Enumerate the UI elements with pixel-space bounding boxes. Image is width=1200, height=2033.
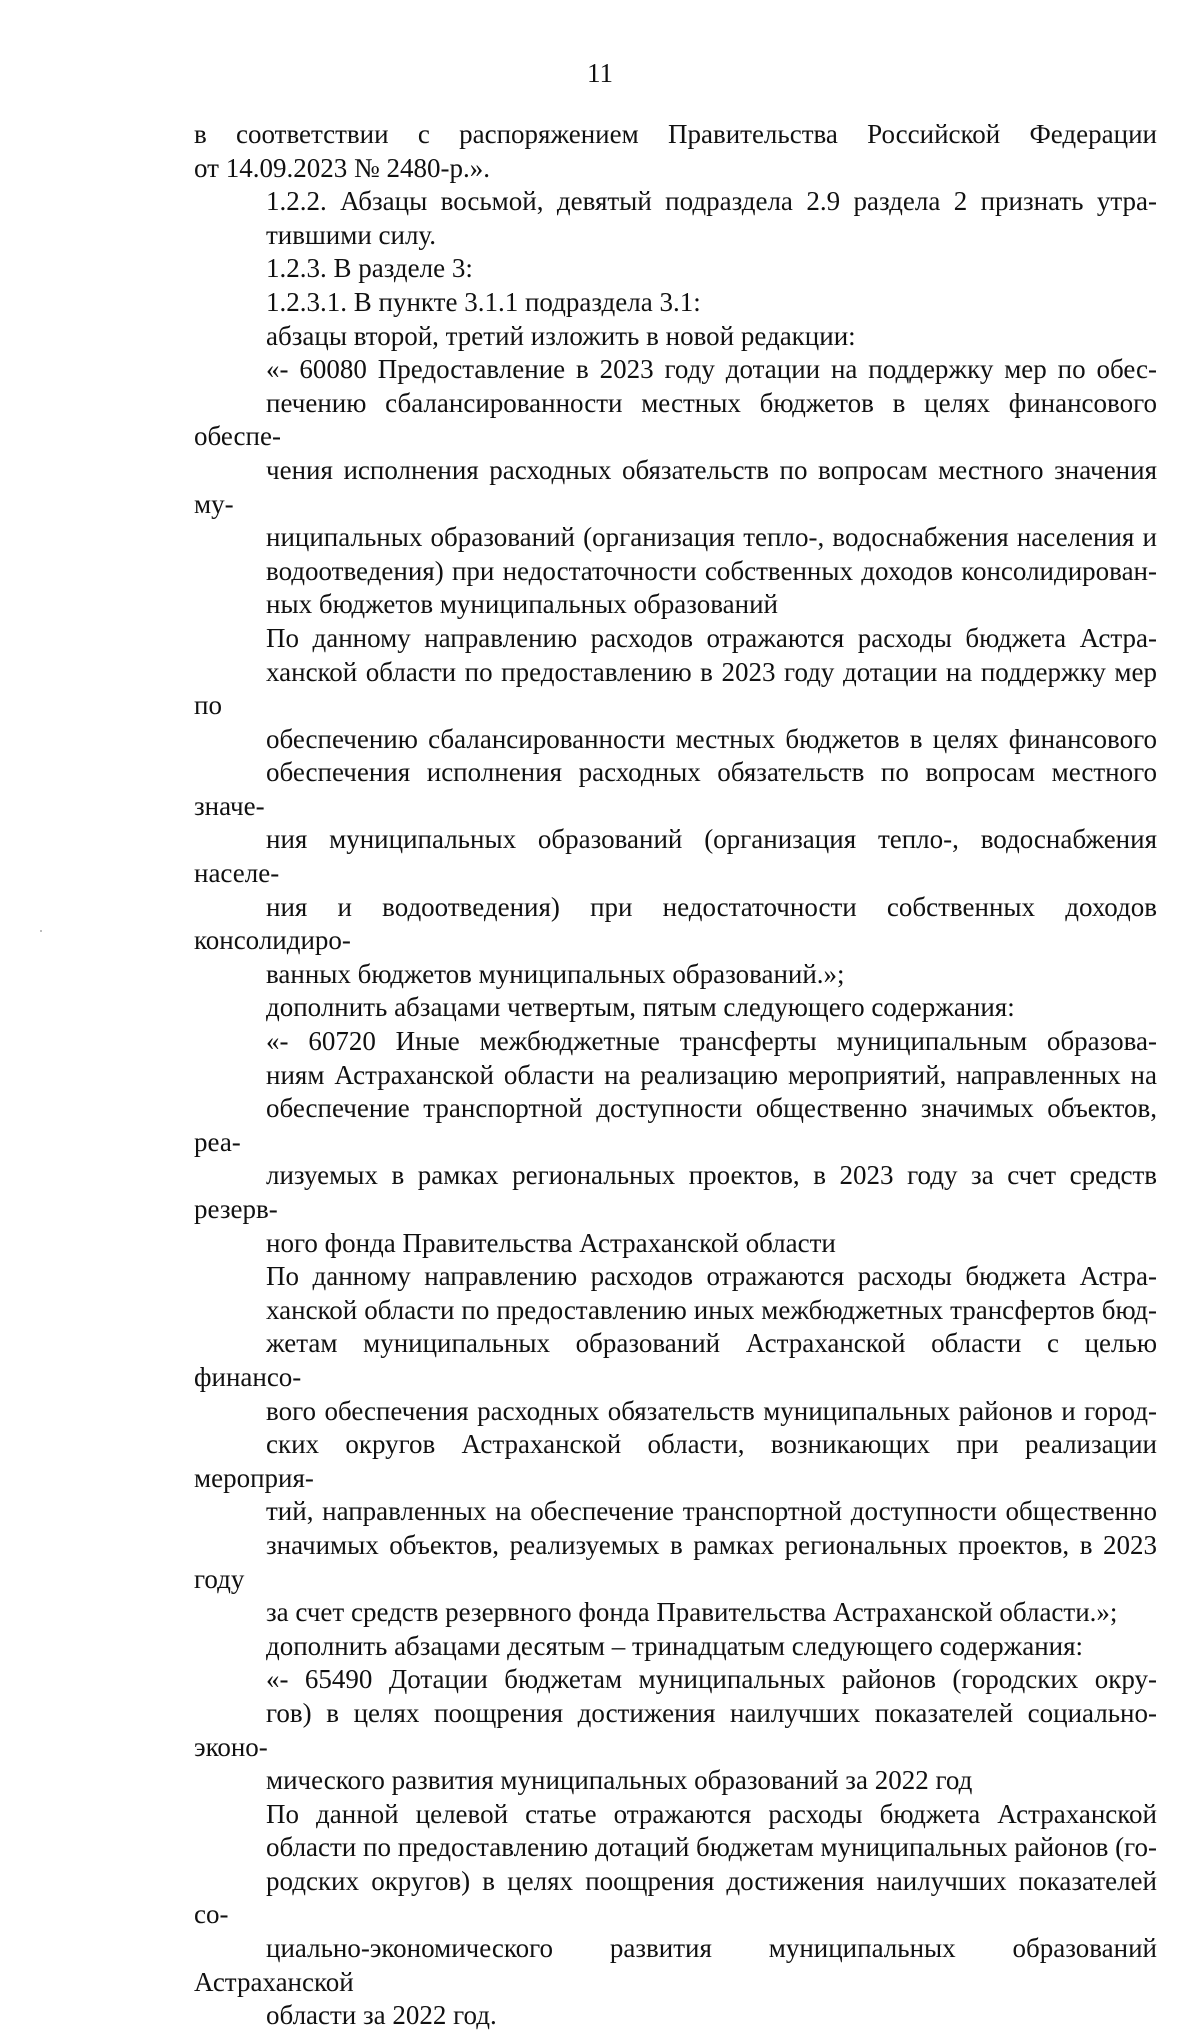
paragraph (194, 320, 1157, 354)
page-number: 11 (587, 58, 613, 88)
text-line: «- 65490 Дотации бюджетам муниципальных районов (городских окру- (266, 1664, 1157, 1695)
text-line: области по предоставлению дотаций бюджетам муниципальных районов (го- (266, 1832, 1157, 1863)
text-line: жетам муниципальных образований Астраханской области с целью финансо- (194, 1328, 1157, 1392)
text-line: «- 60720 Иные межбюджетные трансферты муниципальным образова- (266, 1026, 1157, 1057)
text-line: ния и водоотведения) при недостаточности собственных доходов консолидиро- (194, 891, 1157, 956)
text-line: циально-экономического развития муниципальных образований Астраханской (194, 1933, 1157, 1997)
text-line: ниципальных образований (организация тепло-, водоснабжения населения и (266, 522, 1157, 553)
text-line: водоотведения) при недостаточности собственных доходов консолидирован- (266, 555, 1157, 586)
paragraph (194, 1663, 1157, 1797)
text-line: 1.2.3. В разделе 3: (266, 253, 473, 284)
paragraph (194, 286, 1157, 320)
text-line: ханской области по предоставлению в 2023 году дотации на поддержку мер по (194, 656, 1157, 721)
text-line: ного фонда Правительства Астраханской области (266, 1227, 836, 1258)
text-line: области за 2022 год. (266, 2000, 497, 2031)
text-line: лизуемых в рамках региональных проектов, в 2023 году за счет средств резерв- (194, 1160, 1157, 1224)
document-body (194, 118, 1157, 2033)
text-line: По данному направлению расходов отражаются расходы бюджета Астра- (266, 1261, 1157, 1292)
text-line: печению сбалансированности местных бюджетов в целях финансового обеспе- (194, 387, 1157, 452)
text-line: абзацы второй, третий изложить в новой редакции: (266, 320, 856, 351)
paragraph (194, 622, 1157, 992)
paragraph (194, 1260, 1157, 1630)
text-line: за счет средств резервного фонда Правительства Астраханской области.»; (266, 1597, 1118, 1628)
text-line: ханской области по предоставлению иных межбюджетных трансфертов бюд- (266, 1294, 1157, 1325)
text-line: По данному направлению расходов отражаются расходы бюджета Астра- (266, 622, 1157, 653)
paragraph (194, 353, 1157, 622)
text-line: родских округов) в целях поощрения достижения наилучших показателей со- (194, 1865, 1157, 1930)
text-line: 1.2.2. Абзацы восьмой, девятый подраздела 2.9 раздела 2 признать утра- (266, 186, 1157, 217)
text-line: обеспечению сбалансированности местных бюджетов в целях финансового (266, 723, 1157, 754)
paragraph (194, 185, 1157, 252)
text-line: дополнить абзацами четвертым, пятым следующего содержания: (266, 992, 1015, 1023)
text-line: вого обеспечения расходных обязательств муниципальных районов и город- (266, 1395, 1157, 1426)
paragraph (194, 1798, 1157, 2033)
paragraph (194, 118, 1157, 185)
text-line: обеспечения исполнения расходных обязательств по вопросам местного значе- (194, 757, 1157, 821)
text-line: в соответствии с распоряжением Правительства Российской Федерации (194, 119, 1157, 149)
text-line: «- 60080 Предоставление в 2023 году дотации на поддержку мер по обес- (266, 354, 1157, 385)
paragraph (194, 1630, 1157, 1664)
paragraph (194, 991, 1157, 1025)
text-line: ниям Астраханской области на реализацию мероприятий, направленных на (266, 1059, 1157, 1090)
text-line: тий, направленных на обеспечение транспортной доступности общественно (266, 1496, 1157, 1527)
text-line: обеспечение транспортной доступности общественно значимых объектов, реа- (194, 1093, 1157, 1157)
paragraph (194, 1025, 1157, 1260)
text-line: от 14.09.2023 № 2480-р.». (194, 152, 490, 183)
text-line: дополнить абзацами десятым – тринадцатым следующего содержания: (266, 1630, 1084, 1661)
text-line: мического развития муниципальных образований за 2022 год (266, 1765, 973, 1796)
paragraph (194, 252, 1157, 286)
text-line: ских округов Астраханской области, возникающих при реализации мероприя- (194, 1429, 1157, 1493)
text-line: ных бюджетов муниципальных образований (266, 589, 778, 620)
text-line: 1.2.3.1. В пункте 3.1.1 подраздела 3.1: (266, 286, 701, 317)
text-line: тившими силу. (266, 219, 436, 250)
text-line: гов) в целях поощрения достижения наилучших показателей социально-эконо- (194, 1697, 1157, 1762)
scan-speck (40, 930, 42, 932)
text-line: ния муниципальных образований (организация тепло-, водоснабжения населе- (194, 824, 1157, 889)
text-line: значимых объектов, реализуемых в рамках региональных проектов, в 2023 году (194, 1529, 1157, 1594)
text-line: чения исполнения расходных обязательств по вопросам местного значения му- (194, 454, 1157, 519)
text-line: По данной целевой статье отражаются расходы бюджета Астраханской (266, 1798, 1157, 1829)
text-line: ванных бюджетов муниципальных образований.»; (266, 958, 845, 989)
